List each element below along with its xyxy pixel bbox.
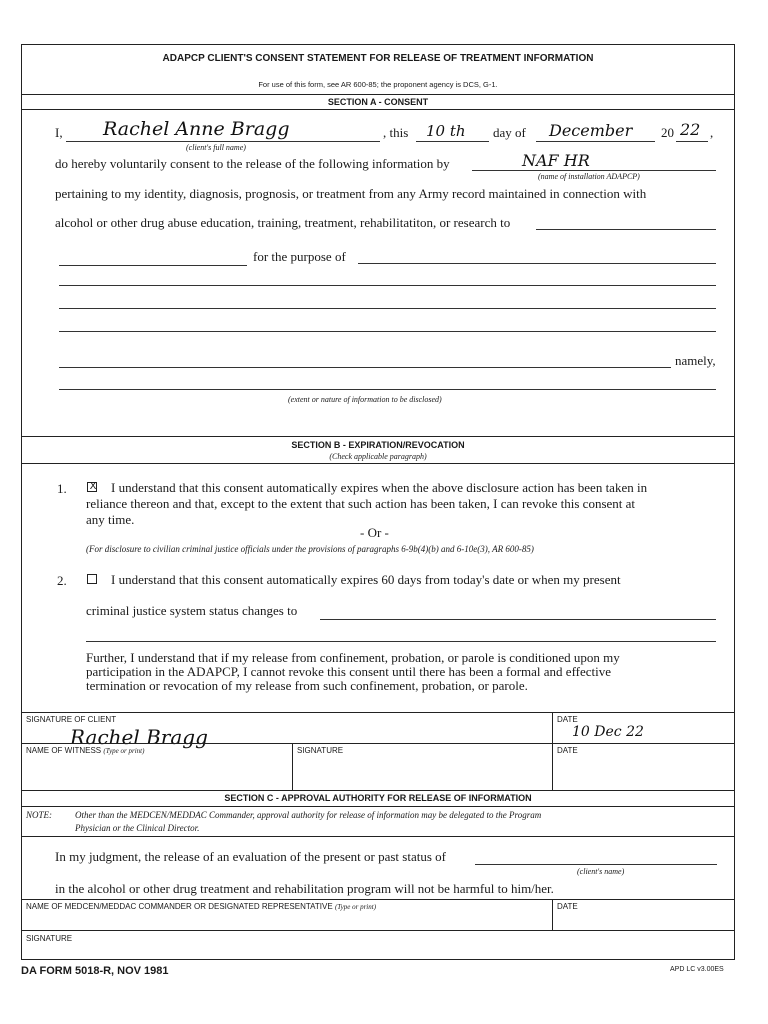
purpose-line[interactable]	[59, 285, 716, 286]
note-line-2: Physician or the Clinical Director.	[75, 823, 200, 833]
month-field[interactable]: December	[549, 121, 633, 140]
divider	[21, 743, 735, 744]
commander-hint: (Type or print)	[334, 903, 377, 911]
client-signature-field[interactable]: Rachel Bragg	[70, 725, 208, 749]
form-subtitle: For use of this form, see AR 600-85; the proponent agency is DCS, G-1.	[258, 80, 498, 89]
this-label: , this	[383, 125, 409, 140]
divider	[21, 712, 735, 713]
witness-name-text: NAME OF WITNESS	[26, 746, 102, 755]
further-line-3: termination or revocation of my release from such confinement, probation, or parole.	[86, 678, 528, 693]
divider	[292, 743, 293, 790]
paragraph-1-line-2: reliance thereon and that, except to the extent that such action has been taken, I can revoke this consent at	[86, 496, 636, 511]
section-a-heading: SECTION A - CONSENT	[327, 97, 429, 107]
client-name-field[interactable]: Rachel Anne Bragg	[103, 118, 290, 140]
form-title: ADAPCP CLIENT'S CONSENT STATEMENT FOR RELEASE OF TREATMENT INFORMATION	[162, 53, 594, 64]
installation-caption: (name of installation ADAPCP)	[538, 172, 640, 181]
divider	[21, 899, 735, 900]
purpose-line[interactable]	[59, 331, 716, 332]
program-text: in the alcohol or other drug treatment and rehabilitation program will not be harmful to him/her.	[55, 881, 554, 896]
paragraph-1-line-1: I understand that this consent automatically expires when the above disclosure action has been taken in	[111, 480, 648, 495]
purpose-line[interactable]	[59, 308, 716, 309]
witness-name-label	[26, 746, 144, 755]
commander-date-label: DATE	[557, 902, 578, 911]
purpose-field[interactable]	[358, 263, 716, 264]
divider	[21, 930, 735, 931]
divider	[21, 463, 735, 464]
civilian-note: (For disclosure to civilian criminal justice officials under the provisions of paragraphs 6-9b(4)(b) and 6-10e(3), AR 600-85)	[86, 544, 534, 554]
client-date-label: DATE	[557, 715, 578, 724]
further-line-1: Further, I understand that if my release from confinement, probation, or parole is conditioned upon my	[86, 650, 620, 665]
year-underline	[676, 141, 708, 142]
note-line-1: Other than the MEDCEN/MEDDAC Commander, approval authority for release of information may be delegated to the Program	[75, 810, 542, 820]
namely-label: namely,	[675, 353, 716, 368]
divider	[21, 436, 735, 437]
paragraph-1-line-3: any time.	[86, 512, 135, 527]
recipient-continued-field[interactable]	[59, 265, 247, 266]
installation-underline	[472, 170, 716, 171]
paragraph-2-line-1: I understand that this consent automatically expires 60 days from today's date or when my present	[111, 572, 621, 587]
i-label: I,	[55, 125, 63, 140]
divider	[552, 712, 553, 790]
paragraph-1-checkbox[interactable]	[87, 482, 97, 492]
year-suffix: ,	[710, 125, 714, 140]
form-code: APD LC v3.00ES	[670, 966, 724, 973]
client-name-field-c[interactable]	[475, 864, 717, 865]
witness-date-label: DATE	[557, 746, 578, 755]
recipient-field[interactable]	[536, 229, 716, 230]
paragraph-2-number: 2.	[57, 573, 67, 588]
day-underline	[416, 141, 489, 142]
month-underline	[536, 141, 655, 142]
status-change-field[interactable]	[320, 619, 716, 620]
client-name-caption: (client's full name)	[186, 143, 246, 152]
client-name-underline	[66, 141, 380, 142]
section-b-heading: SECTION B - EXPIRATION/REVOCATION	[291, 440, 465, 450]
day-of-label: day of	[493, 125, 526, 140]
year-prefix: 20	[661, 125, 674, 140]
client-name-caption-c: (client's name)	[577, 867, 625, 876]
paragraph-2-line-2: criminal justice system status changes to	[86, 603, 298, 618]
extent-caption: (extent or nature of information to be disclosed)	[288, 395, 442, 404]
commander-signature-label: SIGNATURE	[26, 934, 73, 943]
or-separator: - Or -	[360, 525, 389, 540]
judgment-text: In my judgment, the release of an evaluation of the present or past status of	[55, 849, 446, 864]
witness-signature-label: SIGNATURE	[297, 746, 344, 755]
further-line-2: participation in the ADAPCP, I cannot revoke this consent until there has been a formal and effective	[86, 664, 612, 679]
divider	[21, 94, 735, 95]
client-signature-label: SIGNATURE OF CLIENT	[26, 715, 117, 724]
pertaining-text: pertaining to my identity, diagnosis, prognosis, or treatment from any Army record maintained in connection with	[55, 186, 647, 201]
day-field[interactable]: 10 th	[426, 122, 466, 140]
commander-label-text: NAME OF MEDCEN/MEDDAC COMMANDER OR DESIGNATED REPRESENTATIVE	[26, 902, 333, 911]
divider	[21, 806, 735, 807]
divider	[21, 109, 735, 110]
paragraph-2-checkbox[interactable]	[87, 574, 97, 584]
commander-label	[26, 902, 376, 911]
alcohol-text: alcohol or other drug abuse education, training, treatment, rehabilitatiton, or research to	[55, 215, 511, 230]
purpose-label: for the purpose of	[253, 249, 346, 264]
check-mark-icon: X	[89, 481, 97, 492]
divider	[21, 836, 735, 837]
section-b-subheading: (Check applicable paragraph)	[329, 452, 427, 461]
extent-field[interactable]	[59, 389, 716, 390]
purpose-line[interactable]	[59, 367, 671, 368]
status-change-line[interactable]	[86, 641, 716, 642]
divider	[21, 790, 735, 791]
client-date-field[interactable]: 10 Dec 22	[572, 724, 644, 740]
divider	[552, 899, 553, 930]
form-number: DA FORM 5018-R, NOV 1981	[21, 965, 169, 977]
paragraph-1-number: 1.	[57, 481, 67, 496]
note-label: NOTE:	[26, 810, 53, 820]
witness-name-hint: (Type or print)	[103, 747, 145, 755]
section-c-heading: SECTION C - APPROVAL AUTHORITY FOR RELEASE OF INFORMATION	[224, 793, 532, 803]
consent-text: do hereby voluntarily consent to the release of the following information by	[55, 156, 450, 171]
installation-field[interactable]: NAF HR	[522, 151, 590, 170]
year-field[interactable]: 22	[680, 120, 701, 139]
